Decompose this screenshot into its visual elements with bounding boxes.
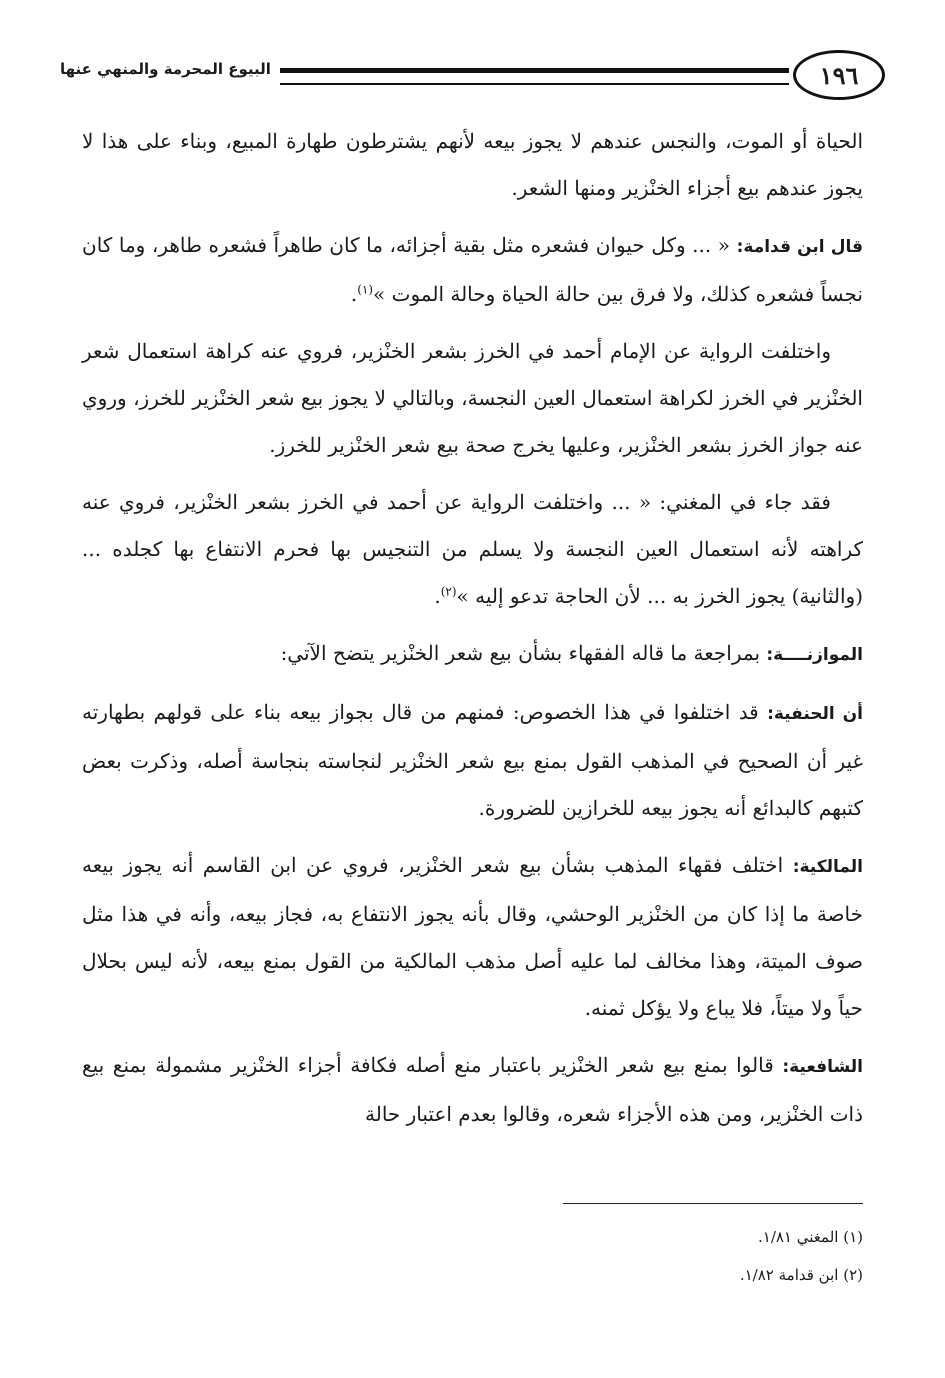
paragraph-lead: الشافعية: [782, 1057, 863, 1077]
paragraph-text: واختلفت الرواية عن الإمام أحمد في الخرز بشعر الخنْزير، فروي عنه كراهة استعمال شعر الخنْزير في الخرز لكراهة استعمال العين النجسة، وبالتالي لا يجوز بيع شعر الخنْزير للخرز، وروي عنه جواز الخرز بشعر الخنْزير، وعليها يخرج صحة بيع شعر الخنْزير للخرز. [82, 339, 863, 457]
paragraph-text: الحياة أو الموت، والنجس عندهم لا يجوز بيعه لأنهم يشترطون طهارة المبيع، وبناء على هذا لا يجوز عندهم بيع أجزاء الخنْزير ومنها الشعر. [82, 129, 863, 200]
paragraph-lead: قال ابن قدامة: [736, 237, 863, 257]
paragraph-text: اختلف فقهاء المذهب بشأن بيع شعر الخنْزير، فروي عن ابن القاسم أنه يجوز بيعه خاصة ما إذا كان من الخنْزير الوحشي، وقال بأنه يجوز الانتفاع به، فجاز بيعه، وأنه في هذا مثل صوف الميتة، وهذا مخالف لما عليه أصل مذهب المالكية من القول بمنع بيعه، لأنه ليس بحلال حياً ولا ميتاً، فلا يباع ولا يؤكل ثمنه. [82, 853, 863, 1020]
body-text [82, 118, 863, 1148]
paragraph-text: قد اختلفوا في هذا الخصوص: فمنهم من قال بجواز بيعه بناء على قولهم بطهارته غير أن الصحيح في المذهب القول بمنع بيع شعر الخنْزير لنجاسته بنجاسة أصله، وذكرت بعض كتبهم كالبدائع أنه يجوز بيعه للخرازين للضرورة. [82, 700, 863, 820]
footnote-ref: (١) [357, 282, 374, 297]
paragraph-5 [82, 630, 863, 679]
paragraph-2 [82, 222, 863, 318]
footnotes [82, 1218, 863, 1294]
paragraph-lead: أن الحنفية: [767, 704, 863, 724]
footnote-rule [563, 1203, 863, 1204]
page-number [793, 50, 885, 100]
paragraph-lead: الموازنــــة: [766, 645, 863, 665]
paragraph-6 [82, 689, 863, 832]
paragraph-8 [82, 1042, 863, 1138]
paragraph-text: بمراجعة ما قاله الفقهاء بشأن بيع شعر الخنْزير يتضح الآتي: [280, 641, 767, 665]
paragraph-1 [82, 118, 863, 212]
paragraph-text: فقد جاء في المغني: « ... واختلفت الرواية عن أحمد في الخرز بشعر الخنْزير، فروي عنه كراهته لأنه استعمال العين النجسة ولا يسلم من التنجيس بها فحرم الانتفاع بها كجلده ... (والثانية) يجوز الخرز به ... لأن الحاجة تدعو إليه » [82, 490, 863, 608]
paragraph-7 [82, 842, 863, 1032]
page-number-text: ١٩٦ [819, 60, 859, 90]
footnote-1: (١) المغني ١/٨١. [757, 1228, 863, 1246]
paragraph-tail: . [350, 282, 358, 306]
footnote-2: (٢) ابن قدامة ١/٨٢. [739, 1266, 863, 1284]
footnote-ref: (٢) [440, 584, 457, 599]
paragraph-3 [82, 328, 863, 469]
paragraph-text: قالوا بمنع بيع شعر الخنْزير باعتبار منع أصله فكافة أجزاء الخنْزير مشمولة بمنع بيع ذات الخنْزير، ومن هذه الأجزاء شعره، وقالوا بعدم اعتبار حالة [82, 1053, 863, 1126]
paragraph-text: « ... وكل حيوان فشعره مثل بقية أجزائه، ما كان طاهراً فشعره طاهر، وما كان نجساً فشعره كذلك، ولا فرق بين حالة الحياة وحالة الموت » [82, 233, 863, 306]
paragraph-lead: المالكية: [792, 857, 863, 877]
paragraph-tail: . [434, 584, 441, 608]
page-header [60, 50, 885, 110]
running-title: البيوع المحرمة والمنهي عنها [60, 60, 271, 78]
header-rule [280, 68, 789, 85]
paragraph-4 [82, 479, 863, 620]
